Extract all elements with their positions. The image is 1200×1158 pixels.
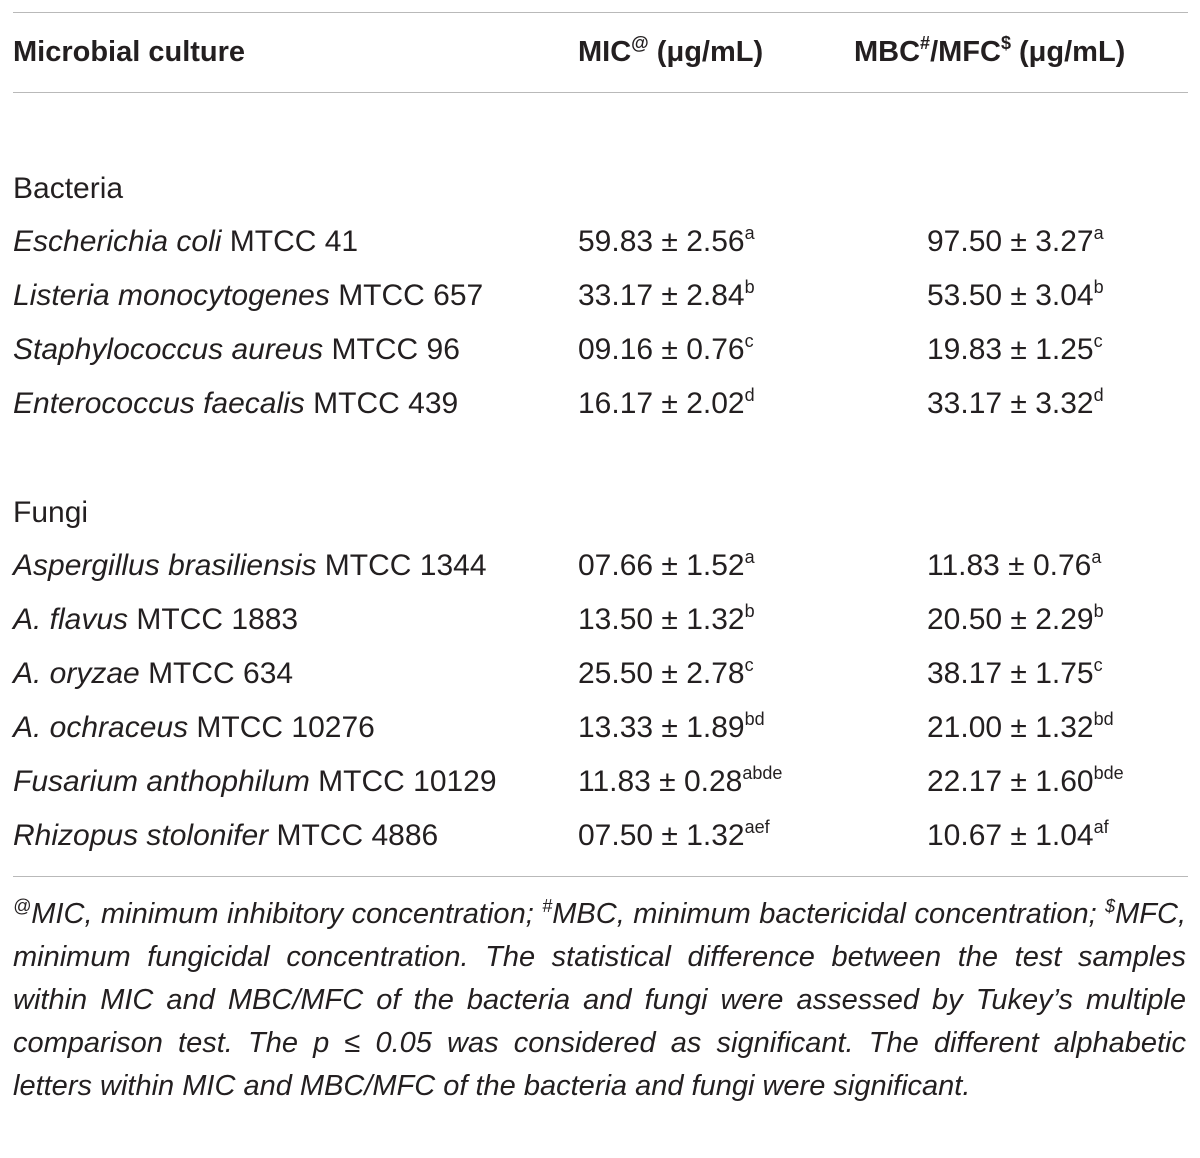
mic-value: 25.50 ± 2.78 [578, 657, 745, 690]
table-row-organism [13, 386, 458, 422]
footnote-text-mic: MIC, minimum inhibitory concentration; [31, 898, 543, 930]
mbc-significance: bd [1093, 709, 1114, 729]
organism-name: Enterococcus faecalis [13, 387, 305, 420]
mfc-mark: $ [1000, 33, 1011, 53]
organism-strain: MTCC 4886 [268, 819, 439, 852]
table-footnote [13, 893, 1186, 1108]
footnote-text-mbc: MBC, minimum bactericidal concentration; [552, 898, 1106, 930]
table-cell-mic [578, 602, 755, 638]
table-row-organism [13, 710, 375, 746]
organism-name: A. ochraceus [13, 711, 189, 744]
mic-unit: (μg/mL) [648, 36, 764, 68]
table-row-organism [13, 764, 497, 800]
organism-name: Fusarium anthophilum [13, 765, 310, 798]
header-bottom-rule [13, 92, 1188, 93]
organism-strain: MTCC 634 [139, 657, 294, 690]
table-cell-mbc [927, 224, 1104, 260]
table-cell-mic [578, 548, 755, 584]
table-row-organism [13, 278, 483, 314]
group-label-fungi: Fungi [13, 496, 89, 529]
mic-significance: abde [742, 763, 783, 783]
table-cell-mbc [927, 332, 1103, 368]
mic-value: 09.16 ± 0.76 [578, 333, 745, 366]
mbc-value: 33.17 ± 3.32 [927, 387, 1094, 420]
organism-name: Rhizopus stolonifer [13, 819, 269, 852]
table-cell-mic [578, 818, 770, 854]
organism-strain: MTCC 41 [221, 225, 359, 258]
table-row-organism [13, 332, 460, 368]
organism-name: A. flavus [13, 603, 129, 636]
mic-value: 59.83 ± 2.56 [578, 225, 745, 258]
mbc-value: 19.83 ± 1.25 [927, 333, 1094, 366]
table-cell-mic [578, 386, 755, 422]
table-cell-mic [578, 224, 755, 260]
organism-strain: MTCC 10129 [309, 765, 497, 798]
table-cell-mic [578, 278, 755, 314]
mbc-value: 20.50 ± 2.29 [927, 603, 1094, 636]
table-row-organism [13, 602, 298, 638]
mic-value: 13.33 ± 1.89 [578, 711, 745, 744]
mic-significance: bd [744, 709, 765, 729]
table-row-organism [13, 818, 438, 854]
mbc-mark: # [920, 33, 931, 53]
table-cell-mic [578, 332, 754, 368]
organism-strain: MTCC 96 [323, 333, 460, 366]
mbc-significance: b [1093, 277, 1104, 297]
table-cell-mbc [927, 656, 1103, 692]
mbc-significance: af [1093, 817, 1109, 837]
organism-strain: MTCC 1883 [128, 603, 299, 636]
mbc-value: 11.83 ± 0.76 [927, 549, 1092, 582]
mbc-value: 22.17 ± 1.60 [927, 765, 1094, 798]
table-cell-mic [578, 656, 754, 692]
column-header-mic [578, 34, 763, 70]
mbc-value: 21.00 ± 1.32 [927, 711, 1094, 744]
table-row-organism [13, 656, 293, 692]
table-cell-mbc [927, 764, 1124, 800]
mic-value: 07.66 ± 1.52 [578, 549, 745, 582]
mic-significance: b [744, 277, 755, 297]
mic-significance: aef [744, 817, 770, 837]
mbc-significance: c [1093, 655, 1103, 675]
footnote-text-mfc: MFC, minimum fungicidal concentration. The statistical difference between the test samples within MIC and MBC/MFC of the bacteria and fungi were assessed by Tukey’s multiple comparison test. The p ≤ 0.05 was considered as significant. The different alphabetic letters within MIC and MBC/MFC of the bacteria and fungi were significant. [13, 898, 1186, 1102]
mbc-significance: c [1093, 331, 1103, 351]
organism-name: Listeria monocytogenes [13, 279, 330, 312]
organism-strain: MTCC 1344 [316, 549, 487, 582]
footnote-mark-mbc: # [542, 896, 553, 916]
table-bottom-rule [13, 876, 1188, 877]
mic-significance: d [744, 385, 755, 405]
organism-name: A. oryzae [13, 657, 140, 690]
organism-strain: MTCC 657 [329, 279, 484, 312]
table-row-organism [13, 224, 358, 260]
table-cell-mic [578, 764, 782, 800]
footnote-mark-mic: @ [13, 896, 32, 916]
mic-label: MIC [578, 36, 632, 68]
organism-strain: MTCC 10276 [188, 711, 375, 744]
mic-value: 13.50 ± 1.32 [578, 603, 745, 636]
organism-strain: MTCC 439 [304, 387, 459, 420]
mbc-unit: (μg/mL) [1010, 36, 1126, 68]
mbc-value: 10.67 ± 1.04 [927, 819, 1094, 852]
footnote-mark-mfc: $ [1105, 896, 1116, 916]
mfc-label: /MFC [930, 36, 1001, 68]
table-cell-mbc [927, 278, 1104, 314]
table-row-organism [13, 548, 487, 584]
mic-significance: a [744, 223, 755, 243]
organism-name: Escherichia coli [13, 225, 222, 258]
mbc-significance: a [1093, 223, 1104, 243]
table-cell-mbc [927, 602, 1104, 638]
organism-name: Staphylococcus aureus [13, 333, 324, 366]
mic-value: 16.17 ± 2.02 [578, 387, 745, 420]
group-label-bacteria: Bacteria [13, 172, 124, 205]
mbc-value: 97.50 ± 3.27 [927, 225, 1094, 258]
table-cell-mbc [927, 818, 1109, 854]
mic-value: 33.17 ± 2.84 [578, 279, 745, 312]
mic-significance: c [744, 331, 754, 351]
table-cell-mbc [927, 386, 1104, 422]
mbc-value: 38.17 ± 1.75 [927, 657, 1094, 690]
mbc-significance: b [1093, 601, 1104, 621]
mbc-significance: d [1093, 385, 1104, 405]
mbc-significance: bde [1093, 763, 1124, 783]
table-top-rule [13, 12, 1188, 13]
organism-name: Aspergillus brasiliensis [13, 549, 317, 582]
mbc-value: 53.50 ± 3.04 [927, 279, 1094, 312]
mic-significance: a [744, 547, 755, 567]
mic-value: 07.50 ± 1.32 [578, 819, 745, 852]
mbc-significance: a [1091, 547, 1102, 567]
mic-value: 11.83 ± 0.28 [578, 765, 743, 798]
mbc-label: MBC [854, 36, 921, 68]
column-header-mbc-mfc [854, 34, 1125, 70]
column-header-culture: Microbial culture [13, 36, 246, 68]
table-cell-mbc [927, 548, 1101, 584]
mic-significance: c [744, 655, 754, 675]
mic-mark: @ [631, 33, 649, 53]
table-cell-mic [578, 710, 765, 746]
mic-significance: b [744, 601, 755, 621]
table-cell-mbc [927, 710, 1114, 746]
